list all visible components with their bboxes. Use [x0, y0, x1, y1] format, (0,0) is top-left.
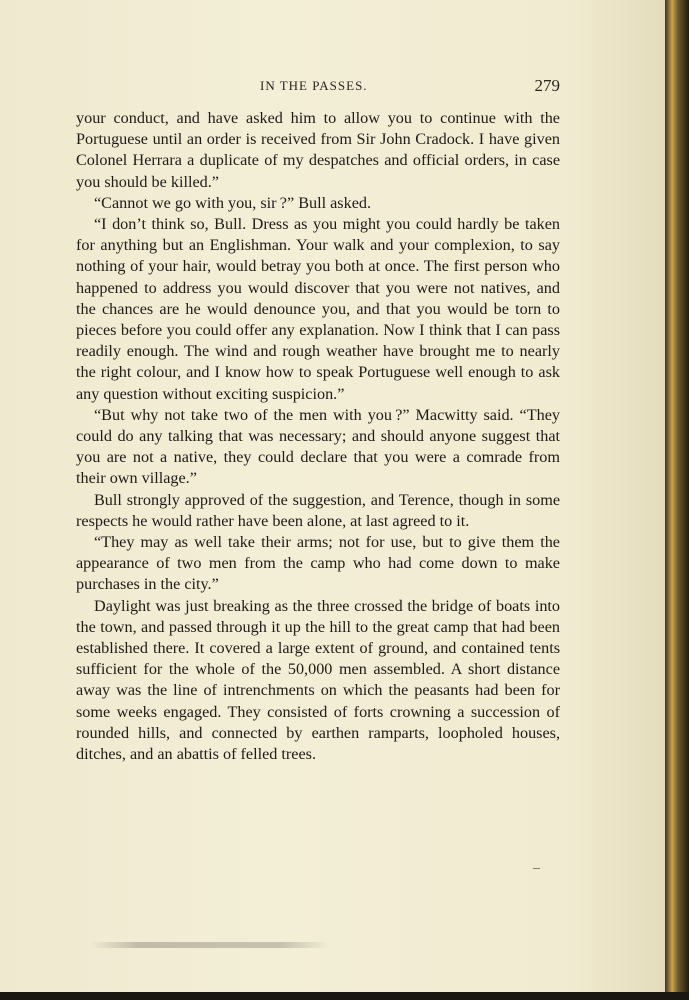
paragraph: “Cannot we go with you, sir ?” Bull asked.	[94, 193, 372, 212]
print-mark	[533, 868, 540, 869]
paragraph: “I don’t think so, Bull. Dress as you might you could hardly be taken for anything but an Englishman. Your walk and your complexion, to say nothing of your hair, would betray you both at once. The first person who happened to address you would discover that you were not natives, and the chances are he would denounce you, and that you would be torn to pieces before you could offer any explanation. Now I think that I can pass readily enough. The wind and rough weather have brought me to nearly the right colour, and I know how to speak Portuguese well enough to ask any question without exciting suspicion.”	[76, 215, 560, 403]
paragraph: “But why not take two of the men with you ?” Macwitty said. “They could do any talking that was necessary; and should anyone suggest that you are not a native, they could declare that you were a comrade from their own village.”	[76, 405, 560, 488]
paragraph: “They may as well take their arms; not for use, but to give them the appearance of two men from the camp who had come down to make purchases in the city.”	[76, 533, 560, 594]
book-binding-edge	[665, 0, 689, 1000]
page-header	[76, 76, 560, 98]
paragraph: Daylight was just breaking as the three crossed the bridge of boats into the town, and passed through it up the hill to the great camp that had been established there. It covered a large extent of ground, and contained tents sufficient for the whole of the 50,000 men assembled. A short distance away was the line of intrenchments on which the peasants had been for some weeks engaged. They consisted of forts crowning a succession of rounded hills, and connected by earthen ramparts, loopholed houses, ditches, and an abattis of felled trees.	[76, 596, 560, 764]
scan-border	[0, 992, 689, 1000]
paragraph: your conduct, and have asked him to allow you to continue with the Portuguese until an order is received from Sir John Cradock. I have given Colonel Herrara a duplicate of my despatches and official orders, in case you should be killed.”	[76, 109, 560, 191]
paragraph: Bull strongly approved of the suggestion, and Terence, though in some respects he would rather have been alone, at last agreed to it.	[76, 490, 560, 530]
page-number: 279	[534, 76, 560, 95]
running-head: IN THE PASSES.	[260, 78, 368, 93]
body-text	[76, 108, 560, 765]
paper-smudge	[90, 942, 330, 948]
